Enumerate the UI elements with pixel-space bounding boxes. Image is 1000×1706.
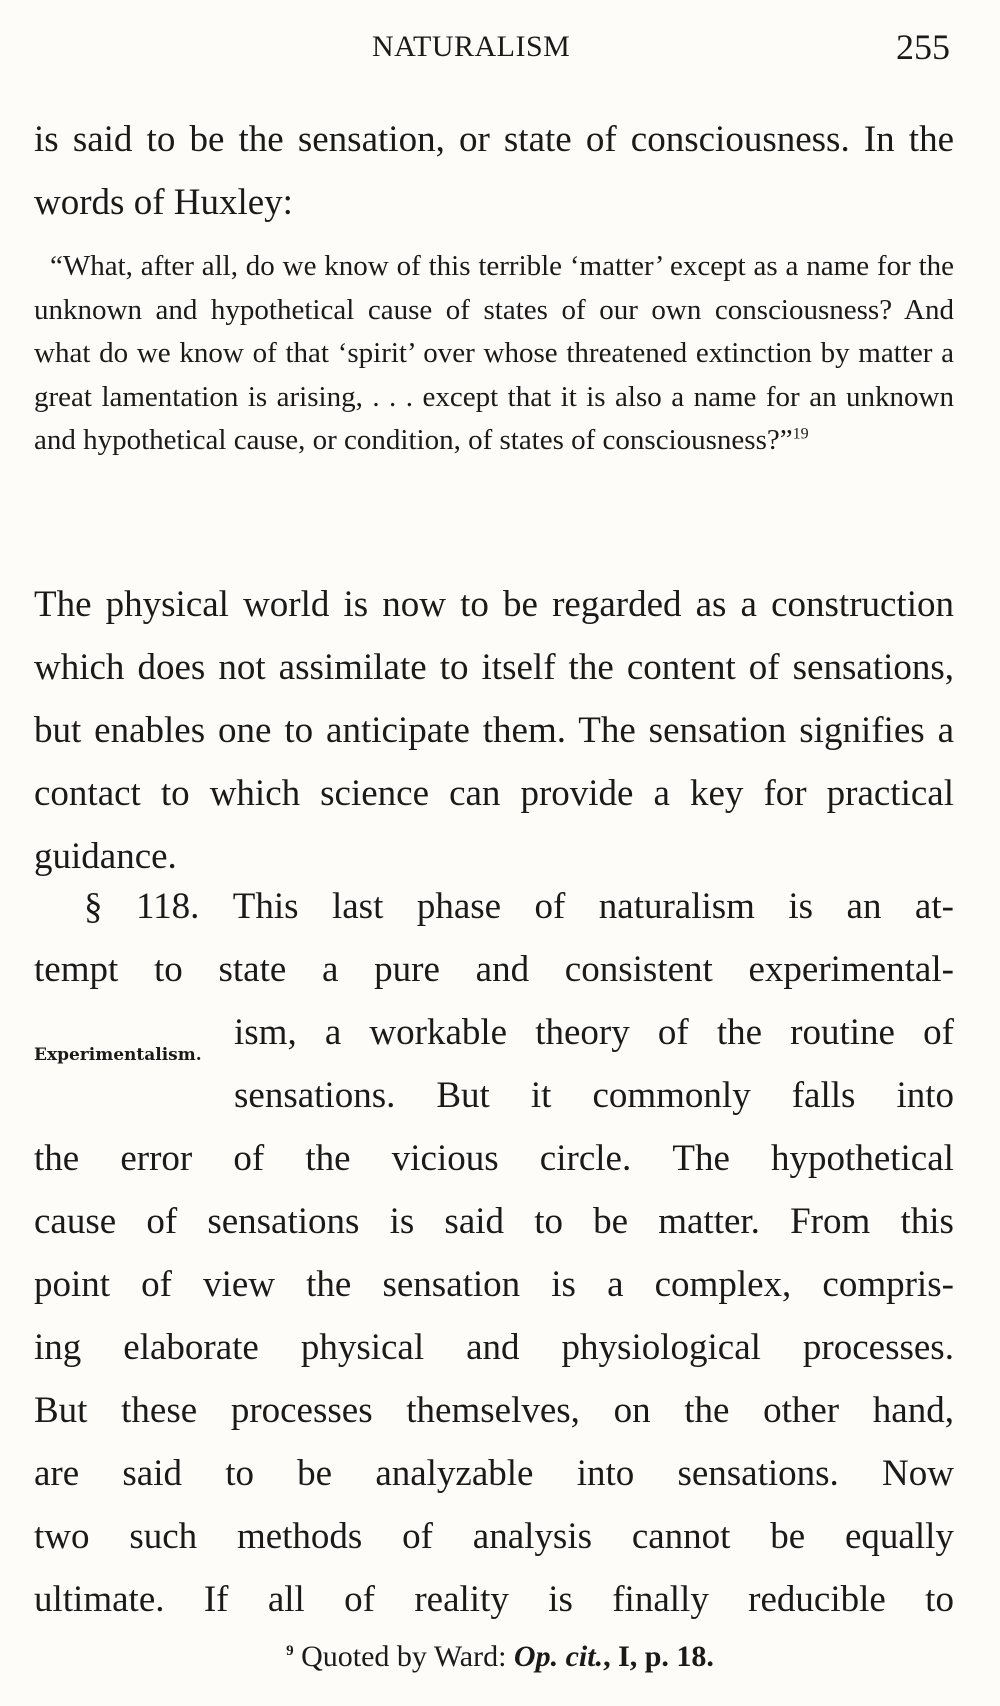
section-line: ing elaborate physical and physiological processes. — [34, 1327, 954, 1368]
margin-note-experimentalism: Experimentalism. — [34, 1045, 202, 1065]
footnote-marker: 9 — [286, 1643, 294, 1659]
intro-paragraph: is said to be the sensation, or state of consciousness. In the words of Huxley: — [34, 119, 954, 223]
page-number: 255 — [896, 27, 950, 67]
section-line: tempt to state a pure and consistent experimental- — [34, 949, 954, 990]
quote-note-marker: 19 — [792, 425, 809, 443]
footnote-prefix: Quoted by Ward: — [301, 1640, 514, 1673]
section-line: § 118. This last phase of naturalism is an at- — [84, 886, 954, 927]
quote-text: “What, after all, do we know of this terrible ‘matter’ except as a name for the unknown and hypothetical cause of states of our own consciousness? And what do we know of that ‘spirit’ over whose threatened extinction by matter a great lamentation is arising, . . . except that it is also a name for an unknown and hypothetical cause, or condition, of states of consciousness?” — [34, 250, 954, 456]
section-line: point of view the sensation is a complex, compris- — [34, 1264, 954, 1305]
footnote — [0, 1640, 1000, 1674]
section-line: sensations. But it commonly falls into — [234, 1075, 954, 1116]
section-line: two such methods of analysis cannot be equally — [34, 1516, 954, 1557]
section-line: are said to be analyzable into sensations. Now — [34, 1453, 954, 1494]
section-line: But these processes themselves, on the other hand, — [34, 1390, 954, 1431]
section-118 — [34, 875, 954, 1631]
page-header — [0, 27, 1000, 74]
physical-world-paragraph: The physical world is now to be regarded as a construction which does not assimilate to itself the content of sensations, but enables one to anticipate them. The sensation signifies a contact to which science can provide a key for practical guidance. — [34, 584, 954, 877]
section-line: ultimate. If all of reality is finally reducible to — [34, 1579, 954, 1620]
section-line: ism, a workable theory of the routine of — [234, 1012, 954, 1053]
section-line: the error of the vicious circle. The hypothetical — [34, 1138, 954, 1179]
footnote-work: Op. cit. — [513, 1640, 604, 1673]
footnote-suffix: , I, p. 18. — [603, 1640, 714, 1673]
section-line: cause of sensations is said to be matter. From this — [34, 1201, 954, 1242]
huxley-quote — [34, 245, 954, 463]
running-title: NATURALISM — [372, 30, 571, 63]
